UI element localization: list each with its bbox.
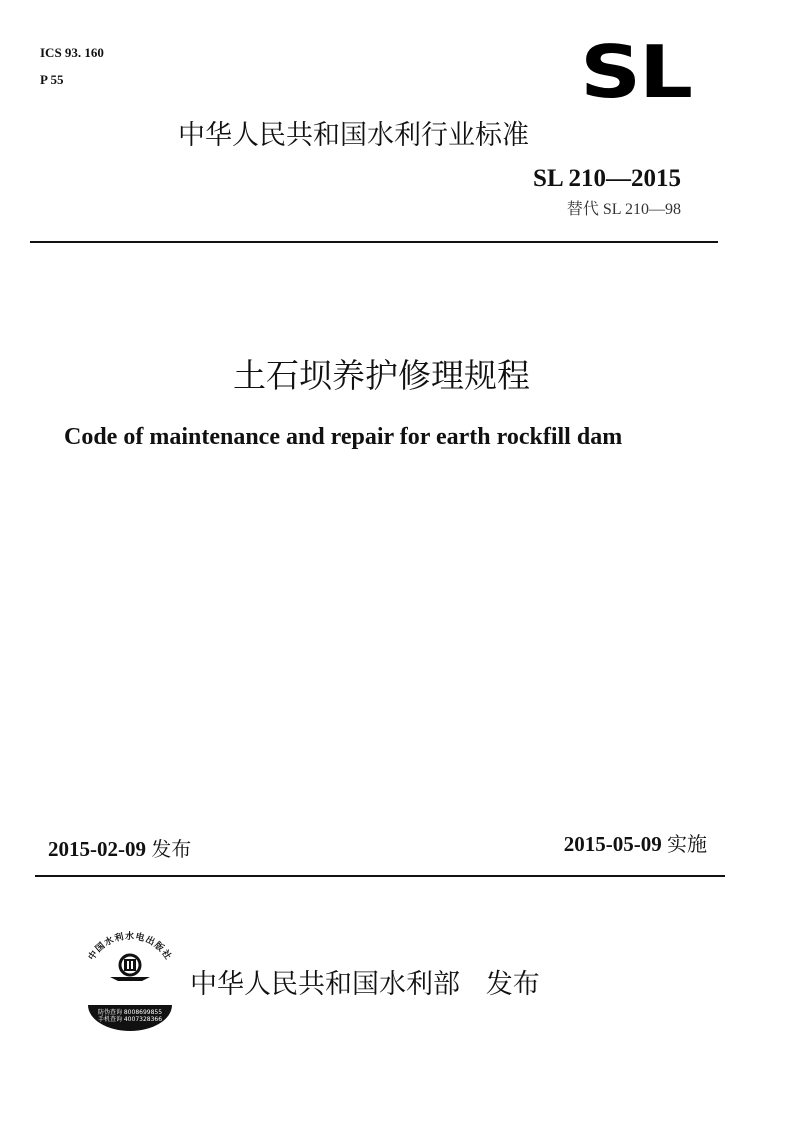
issue-date-line — [48, 833, 191, 862]
replaces-standard: 替代 SL 210—98 — [566, 201, 681, 218]
title-chinese: 土石坝养护修理规程 — [233, 356, 530, 395]
svg-text:中国水利水电出版社: 中国水利水电出版社 — [87, 932, 173, 963]
top-divider — [30, 241, 718, 243]
industry-standard-title: 中华人民共和国水利行业标准 — [178, 120, 529, 151]
standard-number: SL 210—2015 — [533, 165, 681, 192]
issue-label: 发布 — [151, 837, 192, 861]
publisher-seal-icon — [80, 925, 180, 1035]
publisher-name: 中华人民共和国水利部 — [190, 969, 460, 1000]
title-chinese-wrap — [0, 350, 793, 397]
publisher-line — [190, 962, 540, 1001]
issue-date: 2015-02-09 — [48, 837, 146, 861]
implement-date-line — [564, 828, 707, 857]
title-english: Code of maintenance and repair for earth rockfill dam — [64, 424, 623, 450]
ics-code: ICS 93. 160 — [40, 45, 104, 60]
implement-date: 2015-05-09 — [563, 832, 662, 856]
svg-text:防伪查询 8008699855: 防伪查询 8008699855 — [97, 1009, 163, 1016]
sl-logo: SL — [580, 30, 691, 114]
bottom-divider — [35, 875, 725, 877]
implement-label: 实施 — [667, 832, 707, 856]
ccs-code: P 55 — [40, 72, 64, 87]
publish-label: 发布 — [485, 969, 540, 1000]
svg-text:手机查询 4007328366: 手机查询 4007328366 — [97, 1016, 163, 1023]
